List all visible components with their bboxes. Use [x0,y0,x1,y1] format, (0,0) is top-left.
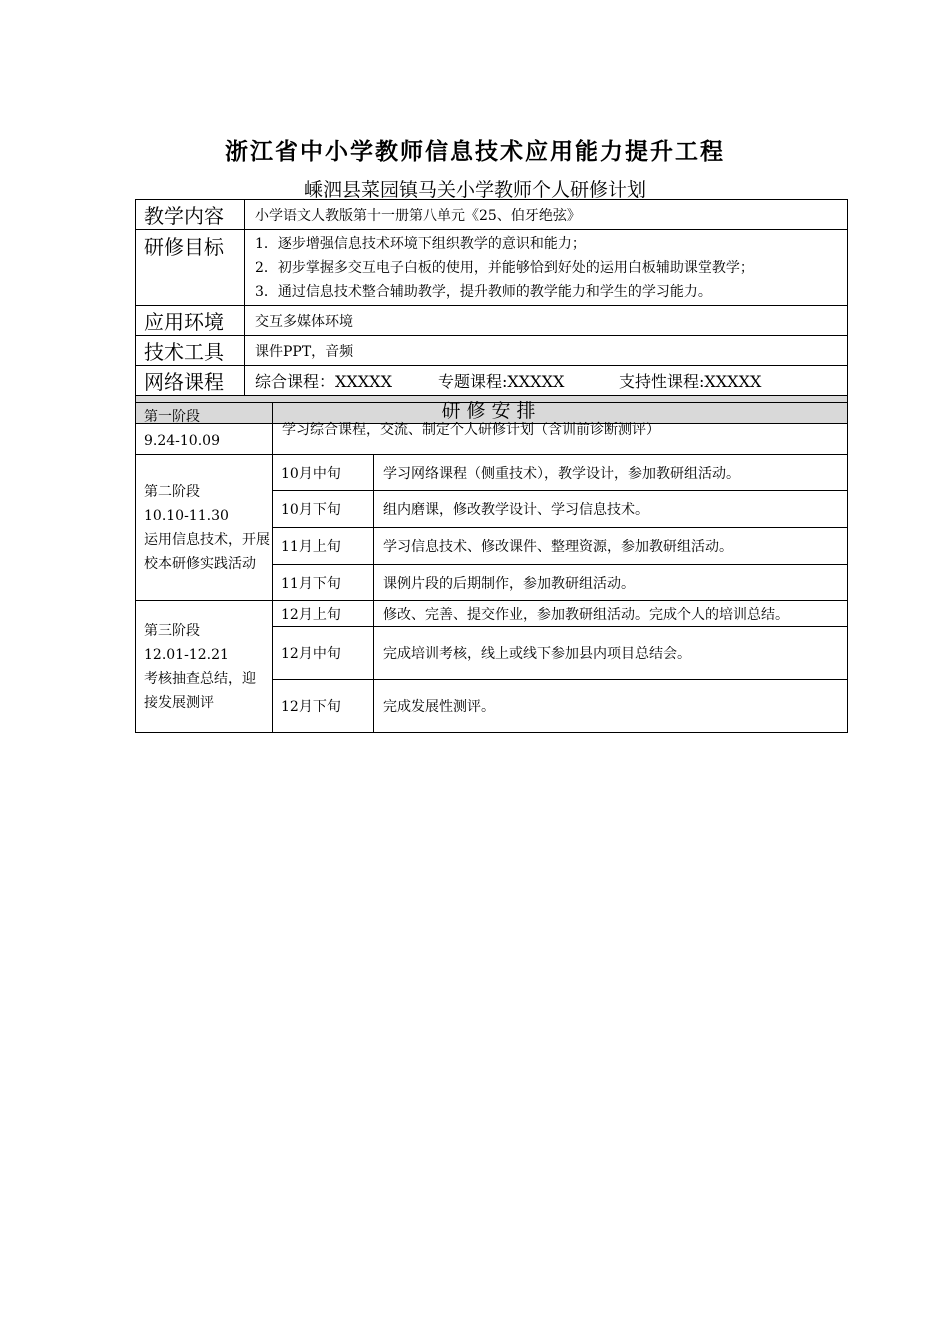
goal-item: 2．初步掌握多交互电子白板的使用，并能够恰到好处的运用白板辅助课堂教学； [255,259,754,276]
schedule-heading: 研修安排 [136,396,848,424]
schedule-table [135,402,847,733]
task-cell: 完成培训考核，线上或线下参加县内项目总结会。 [374,627,848,680]
task-cell: 组内磨课，修改教学设计、学习信息技术。 [374,491,848,528]
task-cell: 修改、完善、提交作业，参加教研组活动。完成个人的培训总结。 [374,601,848,627]
stage1-row [136,403,848,455]
task-cell: 学习信息技术、修改课件、整理资源，参加教研组活动。 [374,528,848,565]
courses-value [245,366,848,396]
period-cell: 11月下旬 [273,565,374,601]
period-cell: 10月下旬 [273,491,374,528]
goals-list [245,230,848,306]
stage1-name: 第一阶段 [144,408,200,425]
courses-label: 网络课程 [136,366,245,396]
tools-label: 技术工具 [136,336,245,366]
period-cell: 12月下旬 [273,680,374,733]
support-course: 支持性课程:XXXXX [619,372,762,391]
plan-info-table [135,199,847,424]
period-cell: 12月上旬 [273,601,374,627]
stage3-cell [136,601,273,733]
stage2-cell [136,455,273,601]
stage2-desc: 运用信息技术，开展校本研修实践活动 [144,531,270,572]
courses-row [136,366,848,396]
task-cell: 学习网络课程（侧重技术），教学设计，参加教研组活动。 [374,455,848,491]
tools-row [136,336,848,366]
stage3-name: 第三阶段 [144,622,200,639]
environment-value: 交互多媒体环境 [245,306,848,336]
document-subtitle: 嵊泗县菜园镇马关小学教师个人研修计划 [303,179,646,201]
task-cell: 完成发展性测评。 [374,680,848,733]
goal-item: 1．逐步增强信息技术环境下组织教学的意识和能力； [255,235,586,252]
stage3-row [136,601,848,627]
task-cell: 课例片段的后期制作，参加教研组活动。 [374,565,848,601]
document-title: 浙江省中小学教师信息技术应用能力提升工程 [225,138,725,165]
general-course: 综合课程：XXXXX [255,372,392,391]
period-cell: 11月上旬 [273,528,374,565]
goals-row [136,230,848,306]
content-row [136,200,848,230]
period-cell: 10月中旬 [273,455,374,491]
stage3-desc: 考核抽查总结，迎接发展测评 [144,670,256,711]
environment-label: 应用环境 [136,306,245,336]
stage2-dates: 10.10-11.30 [144,507,229,524]
goals-label: 研修目标 [136,230,245,306]
stage2-name: 第二阶段 [144,483,200,500]
goal-item: 3．通过信息技术整合辅助教学，提升教师的教学能力和学生的学习能力。 [255,283,712,300]
stage3-dates: 12.01-12.21 [144,646,229,663]
topic-course: 专题课程:XXXXX [438,372,565,391]
stage1-cell [136,403,273,455]
environment-row [136,306,848,336]
stage1-task: 学习综合课程，交流、制定个人研修计划（含训前诊断测评） [273,403,848,455]
content-label: 教学内容 [136,200,245,230]
content-value: 小学语文人教版第十一册第八单元《25、伯牙绝弦》 [245,200,848,230]
stage2-row [136,455,848,491]
stage1-dates: 9.24-10.09 [144,432,220,449]
period-cell: 12月中旬 [273,627,374,680]
tools-value: 课件PPT，音频 [245,336,848,366]
